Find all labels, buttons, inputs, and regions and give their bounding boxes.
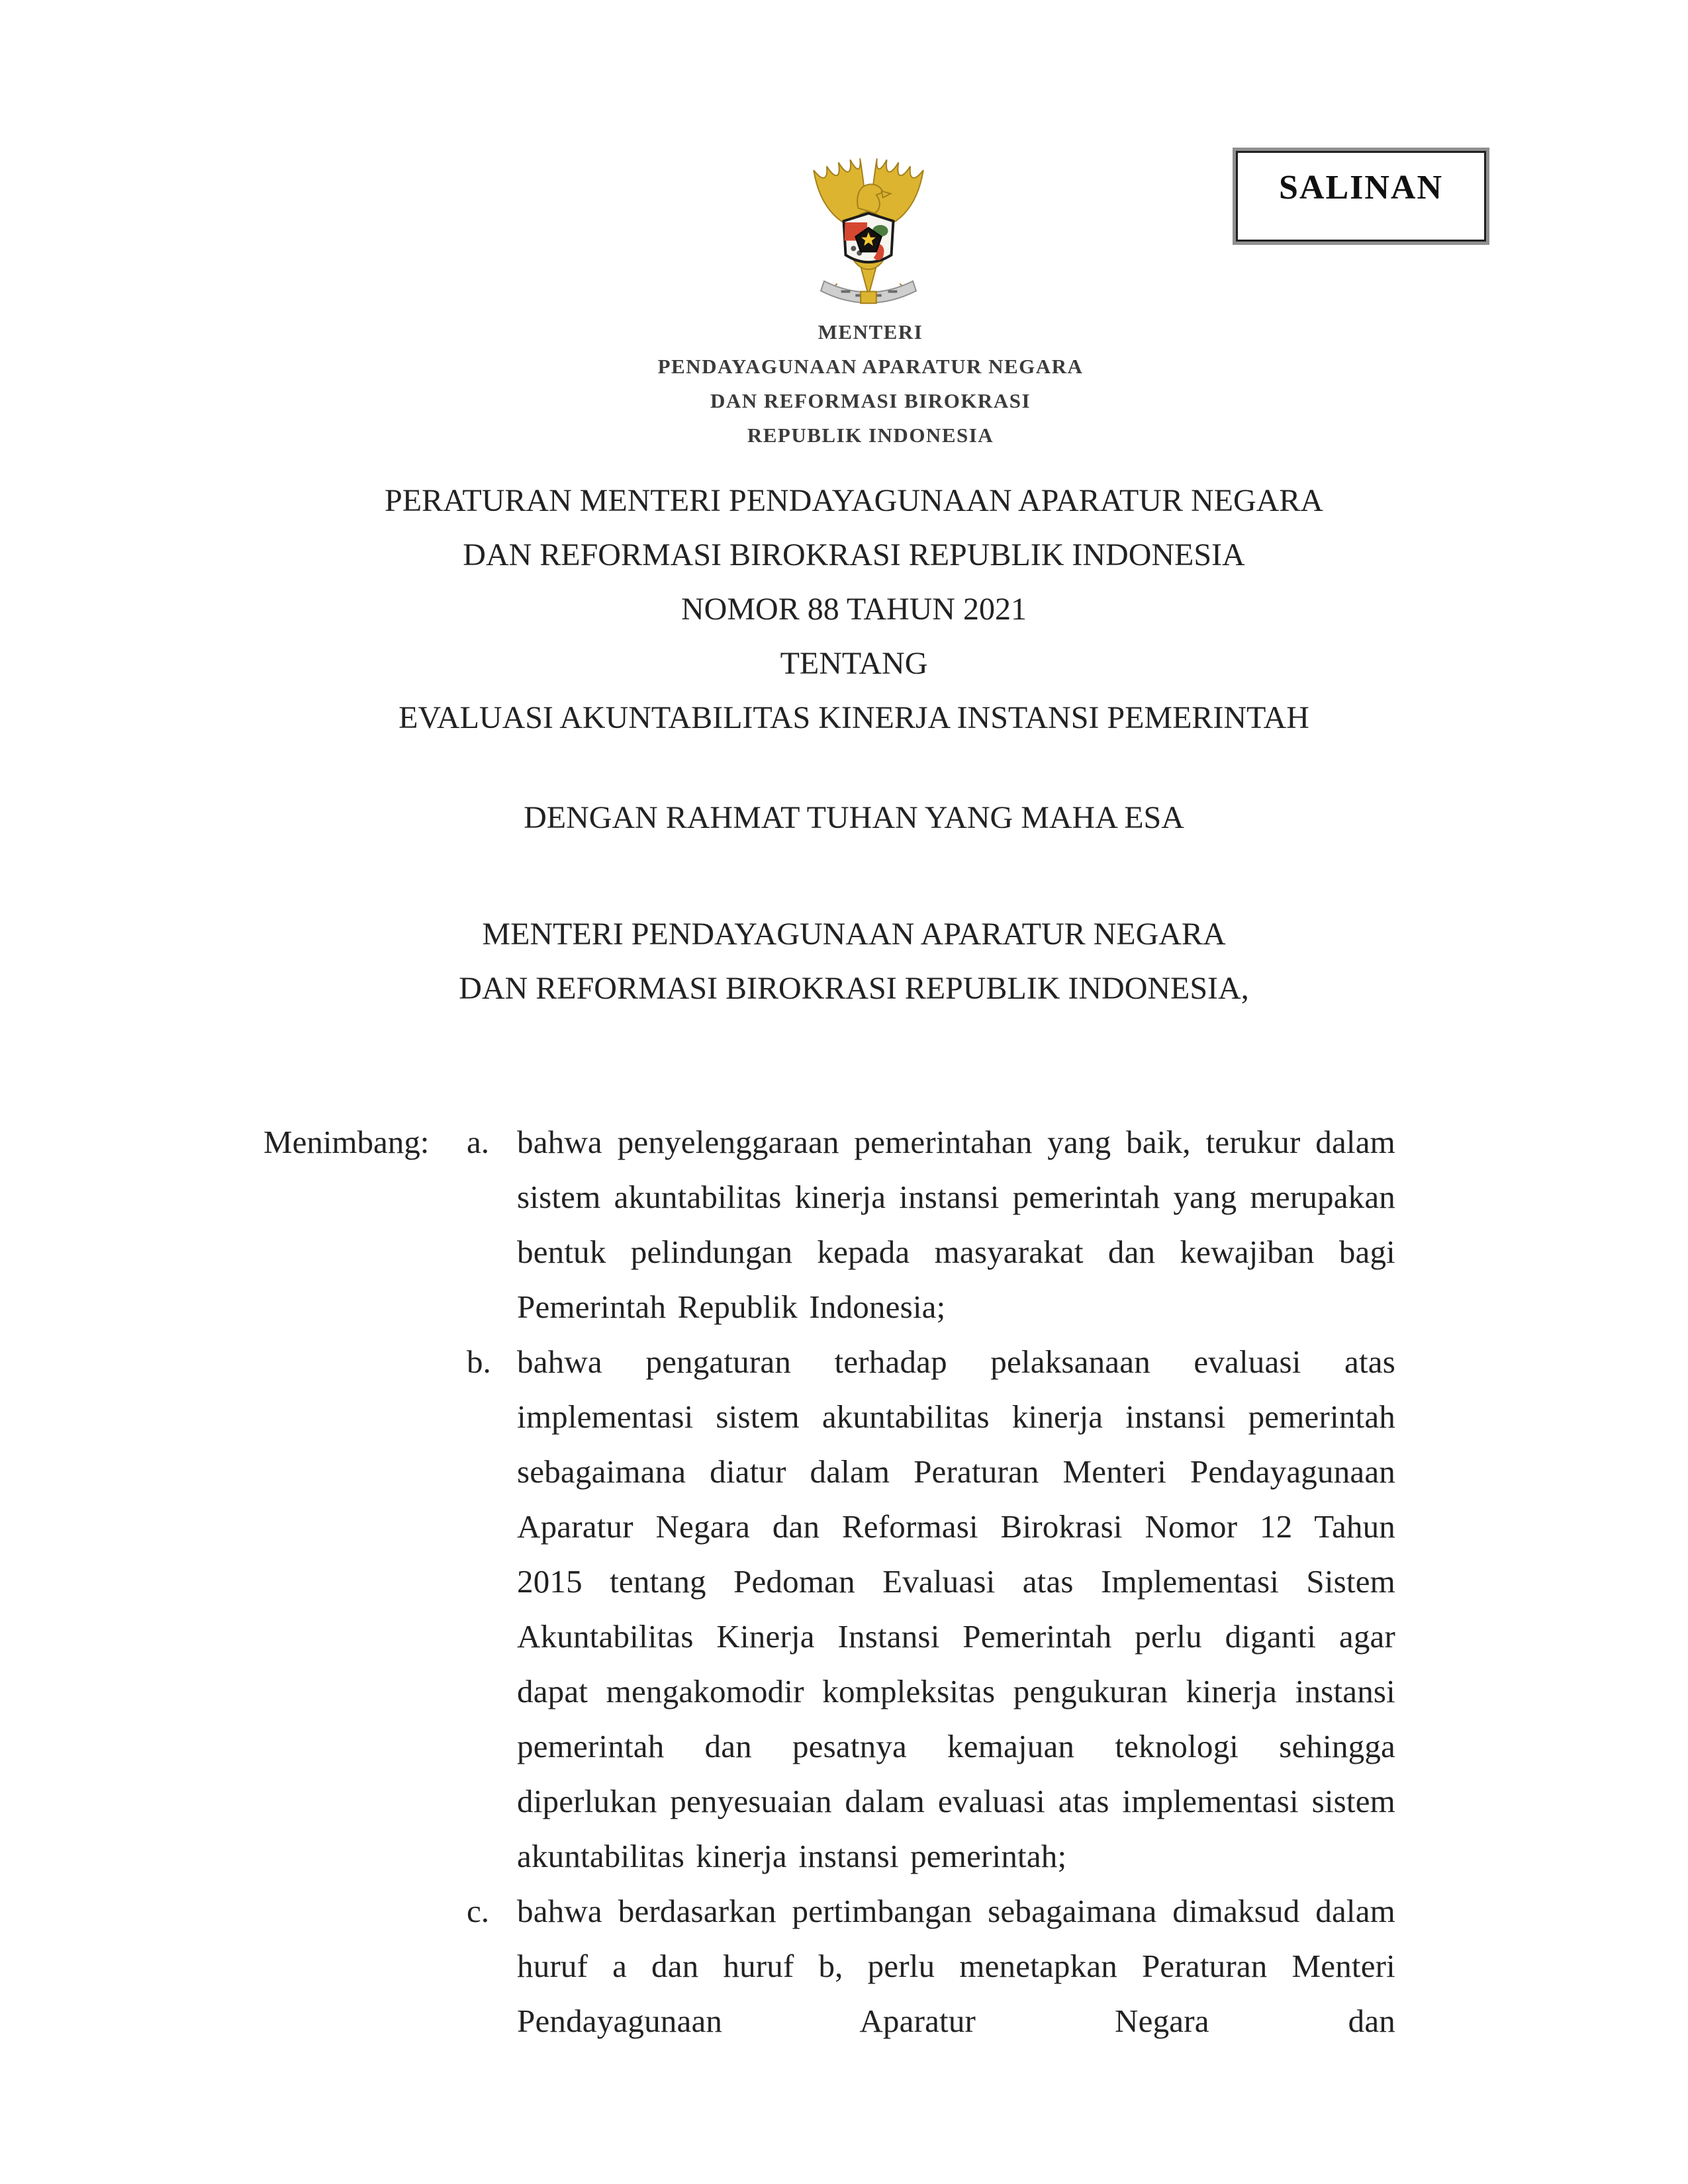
salinan-stamp-label: SALINAN — [1278, 169, 1444, 206]
considering-item-letter: a. — [467, 1124, 489, 1160]
regulation-title — [20, 474, 1688, 745]
considering-item — [467, 1334, 1395, 1884]
ministry-letterhead — [53, 315, 1688, 453]
garuda-pancasila-emblem — [788, 131, 949, 314]
title-line: NOMOR 88 TAHUN 2021 — [681, 592, 1027, 627]
considering-item — [467, 1884, 1395, 2048]
considering-section — [263, 1115, 1395, 2048]
letterhead-line: DAN REFORMASI BIROKRASI — [710, 389, 1031, 412]
title-line: PERATURAN MENTERI PENDAYAGUNAAN APARATUR NEGARA — [385, 483, 1323, 518]
considering-item — [467, 1115, 1395, 1334]
considering-item-text: bahwa penyelenggaraan pemerintahan yang baik, terukur dalam sistem akuntabilitas kinerja instansi pemerintah yang merupakan bentuk pelindungan kepada masyarakat dan kewajiban bagi Pemerintah Republik Indonesia; — [517, 1124, 1395, 1325]
title-line: DAN REFORMASI BIROKRASI REPUBLIK INDONESIA — [463, 537, 1245, 572]
title-line: EVALUASI AKUNTABILITAS KINERJA INSTANSI PEMERINTAH — [399, 700, 1309, 735]
letterhead-line: PENDAYAGUNAAN APARATUR NEGARA — [657, 355, 1084, 378]
title-line: TENTANG — [780, 646, 928, 681]
authority-line: DAN REFORMASI BIROKRASI REPUBLIK INDONESIA, — [459, 971, 1249, 1006]
considering-item-letter: b. — [467, 1343, 491, 1380]
considering-item-letter: c. — [467, 1893, 489, 1929]
garuda-pancasila-icon — [788, 131, 949, 314]
considering-item-text: bahwa pengaturan terhadap pelaksanaan evaluasi atas implementasi sistem akuntabilitas kinerja instansi pemerintah sebagaimana diatur dalam Peraturan Menteri Pendayagunaan Aparatur Negara dan Reformasi Birokrasi Nomor 12 Tahun 2015 tentang Pedoman Evaluasi atas Implementasi Sistem Akuntabilitas Kinerja Instansi Pemerintah perlu diganti agar dapat mengakomodir kompleksitas pengukuran kinerja instansi pemerintah dan pesatnya kemajuan teknologi sehingga diperlukan penyesuaian dalam evaluasi atas implementasi sistem akuntabilitas kinerja instansi pemerintah; — [517, 1343, 1395, 1874]
issuing-authority — [20, 907, 1688, 1016]
salinan-stamp — [1233, 148, 1489, 245]
considering-items — [467, 1115, 1395, 2048]
letterhead-line: REPUBLIK INDONESIA — [747, 424, 994, 447]
authority-line: MENTERI PENDAYAGUNAAN APARATUR NEGARA — [482, 917, 1226, 952]
considering-item-text: bahwa berdasarkan pertimbangan sebagaimana dimaksud dalam huruf a dan huruf b, perlu menetapkan Peraturan Menteri Pendayagunaan Aparatur Negara dan — [517, 1893, 1395, 2039]
salinan-stamp-frame — [1236, 151, 1486, 242]
letterhead-line: MENTERI — [818, 320, 923, 343]
invocation-line: DENGAN RAHMAT TUHAN YANG MAHA ESA — [524, 800, 1184, 835]
considering-label: Menimbang: — [263, 1124, 430, 1160]
